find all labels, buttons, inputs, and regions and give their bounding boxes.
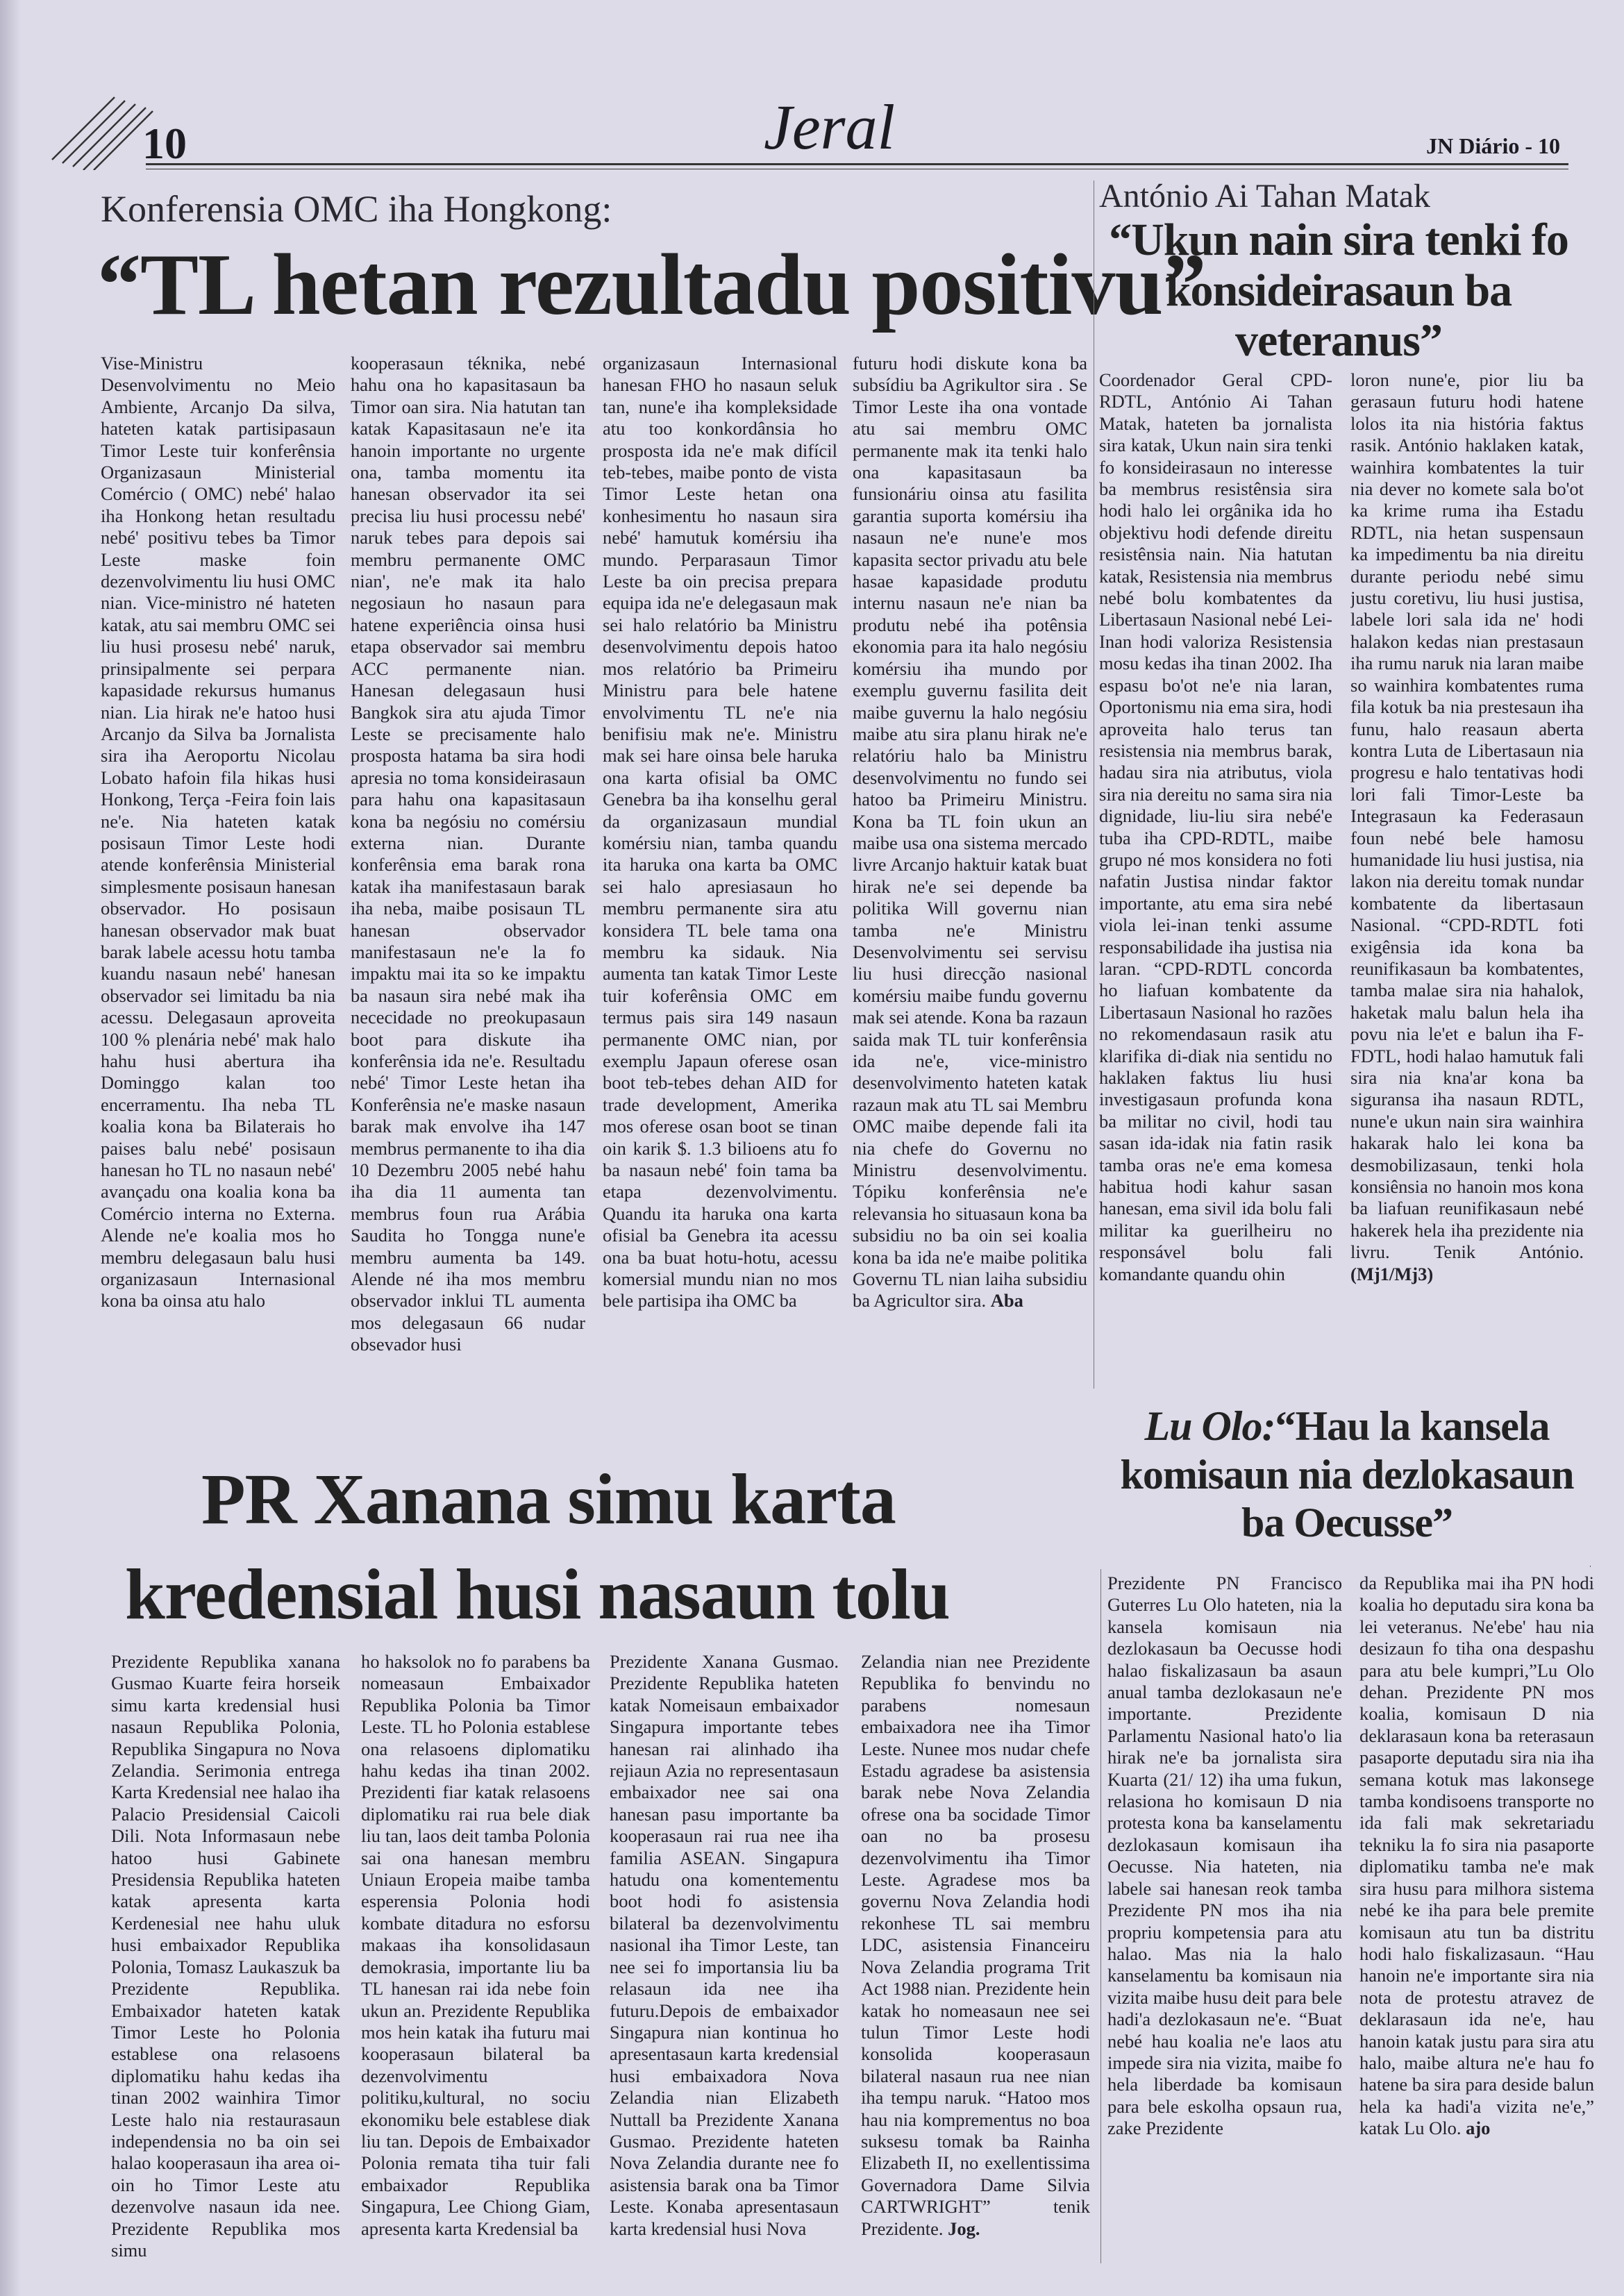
article4-kicker: Lu Olo: xyxy=(1144,1403,1275,1449)
column-separator xyxy=(1100,1569,1101,2263)
article1-column-2: kooperasaun téknika, nebé hahu ona ho kapasitasaun ba Timor oan sira. Nia hatutan tan katak Kapasitasaun ne'e ita hanoin importante no urgente ona, tamba momentu ita hanesan observador ita sei precisa liu husi processu nebé' naruk tebes para depois sai membru permanente OMC nian', ne'e mak ita halo negosiaun ho nasaun para hatene experiência oinsa husi etapa observador sai membru ACC permanente nian. Hanesan delegasaun husi Bangkok sira atu ajuda Timor Leste se precisamente halo prosposta hatama ba sira hodi apresia no toma konsideirasaun para hahu ona kapasitasaun kona ba negósiu no comérsiu externa nian. Durante konferênsia ema barak rona katak iha manifestasaun barak iha neba, maibe posisaun TL hanesan observador manifestasaun ne'e la fo impaktu mai ita so ke impaktu ba nasaun sira nebé mak iha nececidade no preokupasaun boot para diskute iha konferênsia ida ne'e. Resultadu nebé' Timor Leste hetan iha Konferênsia ne'e maske nasaun barak mak envolve iha 147 membrus permanente to iha dia 10 Dezembru 2005 nebé hahu iha dia 11 aumenta tan membrus foun rua Arábia Saudita ho Tongga nune'e membru aumenta ba 149. Alende né iha mos membru observador inklui TL aumenta mos delegasaun 66 nudar obsevador husi xyxy=(351,353,585,1355)
article1-signature: Aba xyxy=(990,1290,1023,1312)
article3-column-2: ho haksolok no fo parabens ba nomeasaun Embaixador Republika Polonia ba Timor Leste. TL ho Polonia establese ona relasoens diplomatiku hahu kedas iha tinan 2002. Prezidenti fiar katak relasoens diplomatiku rai rua bele diak liu tan, laos deit tamba Polonia sai ona hanesan membru Uniaun Eropeia maibe tamba esperensia Polonia hodi kombate ditadura no esforsu makaas iha konsolidasaun demokrasia, importante liu ba TL hanesan rai ida nebe foin ukun an. Prezidente Republika mos hein katak iha futuru mai kooperasaun bilateral ba dezenvolvimentu politiku,kultural, no sociu ekonomiku bele establese diak liu tan. Depois de Embaixador Polonia remata tiha tuir fali embaixador Republika Singapura, Lee Chiong Giam, apresenta karta Kredensial ba xyxy=(361,1651,590,2239)
article1-column-4 xyxy=(853,353,1087,1470)
article1-column-4-text: futuru hodi diskute kona ba subsídiu ba Agrikultor sira . Se Timor Leste iha ona vontade atu sai membru OMC permanente mak ita tenki halo ona kapasitasaun ba funsionáriu oinsa atu fasilita garantia suporta komérsiu iha nasaun ne'e nune'e mos kapasita sector privadu atu bele hasae kapasidade produtu internu nasaun ne'e nian ba produtu nebé iha potênsia ekonomia para ita halo negósiu komérsiu iha mundo por exemplu guvernu fasilita deit maibe guvernu la halo negósiu maibe atu sira planu hirak ne'e relatóriu halo ba Ministru desenvolvimentu no fundo sei hatoo ba Primeiru Ministru. Kona ba TL foin ukun an maibe usa ona sistema mercado livre Arcanjo haktuir katak buat hirak ne'e sei depende ba politika Will governu nian tamba ne'e Ministru Desenvolvimentu sei servisu liu husi direcção nasional komérsiu maibe fundu governu mak sei atende. Kona ba razaun saida mak TL tuir konferênsia ida ne'e, vice-ministro desenvolvimento hateten katak razaun mak atu TL sai Membru OMC maibe depende fali ita nia chefe do Governu no Ministru desenvolvimentu. Tópiku konferênsia ne'e relevansia ho situasaun kona ba subsidiu no ba oin sei koalia kona ba ida ne'e maibe politika Governu TL nian laiha subsidiu ba Agricultor sira. xyxy=(853,353,1087,1312)
article1-column-3: organizasaun Internasional hanesan FHO ho nasaun seluk tan, nune'e iha kompleksidade atu too konkordânsia ho prosposta ida ne'e mak difícil teb-tebes, maibe ponto de vista Timor Leste hetan ona konhesimentu ho nasaun sira nebé' hamutuk komérsiu iha mundo. Perparasaun Timor Leste ba oin precisa prepara equipa ida ne'e delegasaun mak sei halo relatório ba Ministru desenvolvimentu depois hatoo mos relatório ba Primeiru Ministru para bele hatene envolvimentu TL ne'e nia benifisiu mak ne'e. Ministru mak sei hare oinsa bele haruka ona karta ofisial ba OMC Genebra ba iha konselhu geral da organizasaun mundial komérsiu nian, tamba quandu ita haruka ona karta ba OMC sei halo apresiasaun ho membru permanente sira atu konsidera TL bele tama ona membru ka sidauk. Nia aumenta tan katak Timor Leste tuir koferênsia OMC em termus pais sira 149 nasaun permanente OMC nian, por exemplu Japaun oferese osan boot teb-tebes dehan AID for trade development, Amerika mos oferese osan boot se tinan oin karik $. 1.3 bilioens atu fo ba nasaun nebé' foin tama ba etapa dezenvolvimentu. Quandu ita haruka ona karta ofisial ba Genebra ita acessu ona ba buat hotu-hotu, acessu komersial mundu nian no mos bele partisipa iha OMC ba xyxy=(603,353,837,1312)
article3-column-3: Prezidente Xanana Gusmao. Prezidente Republika hateten katak Nomeisaun embaixador Singapura importante tebes hanesan rai alinhado iha rejiaun Azia no representasaun embaixador nee sai ona hanesan pasu importante ba kooperasaun rai rua nee iha familia ASEAN. Singapura hatudu ona komentementu boot hodi fo asistensia bilateral ba dezenvolvimentu nasional iha Timor Leste, tan nee sei fo importansia liu ba relasaun ida nee iha futuru.Depois de embaixador Singapura nian kontinua ho apresentasaun karta kredensial husi embaixadora Nova Zelandia nian Elizabeth Nuttall ba Prezidente Xanana Gusmao. Prezidente hateten Nova Zelandia durante nee fo asistensia barak ona ba Timor Leste. Konaba apresentasaun karta kredensial husi Nova xyxy=(610,1651,839,2239)
article4-signature: ajo xyxy=(1466,2118,1491,2139)
section-title: Jeral xyxy=(764,92,896,162)
article1-headline: “TL hetan rezultadu positivu” xyxy=(97,237,1206,333)
article2-column-2-text: loron nune'e, pior liu ba gerasaun futuru hodi hatene lolos ita nia história faktus rasik. António haklaken katak, wainhira kombatentes la tuir nia dever no komete sala bo'ot ka krime ruma iha Estadu RDTL, nia hetan suspensaun ka impedimentu ba nia direitu durante periodu nebé simu justu coretivu, liu husi justisa, labele lori sala ida ne' hodi halakon kedas nian prestasaun iha rumu naruk nia laran maibe so wainhira kombatentes ruma fila kotuk ba nia prestesaun iha funu, halo reasaun aberta kontra Luta de Libertasaun nia progresu e halo tentativas hodi lori fali Timor-Leste ba Integrasaun ka Federasaun foun nebé bele hamosu humanidade liu husi justisa, nia lakon nia dereitu tomak nundar kombatente da libertasaun Nasional. “CPD-RDTL foti exigênsia ida kona ba reunifikasaun ba kombatentes, tamba malae sira nia hahalok, haketak malu balun hela iha povu nia le'et e balun iha F-FDTL, hodi halao hamutuk fali sira nia kna'ar kona ba siguransa iha nasaun RDTL, nune'e ukun nain sira wainhira hakarak halo lei kona ba desmobilizasaun, tenki hola konsiênsia no hanoin mos kona ba liafuan reunifikasaun nebé hakerek hela iha prezidente nia livru. Tenik António. xyxy=(1350,369,1584,1263)
article3-headline-line2: kredensial husi nasaun tolu xyxy=(125,1555,950,1634)
scan-edge xyxy=(0,0,21,2296)
article3-column-4-text: Zelandia nian nee Prezidente Republika fo benvindu no parabens nomesaun embaixadora nee iha Timor Leste. Nunee mos nudar chefe Estadu agradese ba asistensia barak nebe Nova Zelandia ofrese ona ba socidade Timor oan no ba prosesu dezenvolvimentu iha Timor Leste. Agradese mos ba governu Nova Zelandia hodi rekonhese TL sai membru LDC, asistensia Financeiru Nova Zelandia programa Trit Act 1988 nian. Prezidente hein katak ho nomeasaun nee sei tulun Timor Leste hodi konsolida kooperasaun bilateral nasaun rua nee nian iha tempu naruk. “Hatoo mos hau nia komprementus no boa suksesu tomak ba Rainha Elizabeth II, no exellentissima Governadora Dame Silvia CARTWRIGHT” tenik Prezidente. xyxy=(861,1651,1090,2239)
article4-column-2 xyxy=(1359,1573,1594,2267)
article2-column-1: Coordenador Geral CPD-RDTL, António Ai Tahan Matak, hateten ba jornalista sira katak, Ukun nain sira tenki fo konsideirasaun no interesse ba membrus resistênsia sira hodi halo lei orgânika ida ho objektivu hodi defende direitu resistênsia nain. Nia hatutan katak, Resistensia nia membrus nebé bolu kombatentes da Libertasaun Nasional nebé Lei-Inan hodi valoriza Resistensia mosu kedas iha tinan 2002. Iha espasu bo'ot ne'e nia laran, Oportonismu nia ema sira, hodi aproveita halo terus tan resistensia nia membrus barak, hadau sira nia atributus, viola sira nia dereitu no sama sira nia dignidade, liu-liu sira nebé'e tuba iha CPD-RDTL, maibe grupo né mos konsidera no foti nafatin Justisa nindar faktor importante, atu ema sira nebé viola lei-inan tenki assume responsabilidade iha justisa nia laran. “CPD-RDTL concorda ho liafuan kombatente da Libertasaun Nasional ho razões no rekomendasaun rasik atu klarifika di-diak nia sentidu no haklaken faktus liu husi investigasaun profunda kona ba militar no civil, hodi tau sasan ida-idak nia fatin rasik tamba oras ne'e ema komesa habitua hodi kahur sasan hanesan, ema sivil ida bolu fali militar ka guerilheiru no responsável bolu fali komandante quandu ohin xyxy=(1099,369,1332,1284)
article3-column-1: Prezidente Republika xanana Gusmao Kuarte feira horseik simu karta kredensial husi nasaun Republika Polonia, Republika Singapura no Nova Zelandia. Serimonia entrega Karta Kredensial nee halao iha Palacio Presidensial Caicoli Dili. Nota Informasaun nebe hatoo husi Gabinete Presidensia Republika hateten katak apresenta karta Kerdenesial nee hahu uluk husi embaixador Republika Polonia, Tomasz Laukaszuk ba Prezidente Republika. Embaixador hateten katak Timor Leste ho Polonia establese ona relasoens diplomatiku hahu kedas iha tinan 2002 wainhira Timor Leste halo nia restaurasaun independensia no ba oin sei halao kooperasaun iha area oi-oin ho Timor Leste atu dezenvolve nasaun ida nee. Prezidente Republika mos simu xyxy=(111,1651,340,2261)
article-separator xyxy=(1590,1566,1591,1567)
article1-column-1: Vise-Ministru Desenvolvimentu no Meio Ambiente, Arcanjo Da silva, hateten katak partisipasaun Timor Leste tuir konferênsia Organizasaun Ministerial Comércio ( OMC) nebé' halao iha Honkong hetan resultadu nebé' positivu tebes ba Timor Leste maske foin dezenvolvimentu liu husi OMC nian. Vice-ministro né hateten katak, atu sai membru OMC sei liu husi prosesu nebé' naruk, prinsipalmente sei perpara kapasidade rekursus humanus nian. Lia hirak ne'e hatoo husi Arcanjo da Silva ba Jornalista sira iha Aeroportu Nicolau Lobato hafoin fila hikas husi Honkong, Terça -Feira foin lais ne'e. Nia hateten katak posisaun Timor Leste hodi atende konferênsia Ministerial simplesmente posisaun hanesan observador. Ho posisaun hanesan observador mak buat barak labele acessu hotu tamba kuandu nasaun nebé' hanesan observador sei limitadu ba nia acessu. Delegasaun aproveita 100 % plenária nebé' mak halo hahu husi abertura iha Dominggo kalan too encerramentu. Iha neba TL koalia kona ba Bilaterais ho paises balu nebé' posisaun hanesan ho TL no nasaun nebé' avançadu ona koalia kona ba Comércio interna no Externa. Alende ne'e koalia mos ho membru delegasaun balu husi organizasaun Internasional kona ba oinsa atu halo xyxy=(101,353,335,1312)
article2-signature: (Mj1/Mj3) xyxy=(1350,1263,1434,1284)
article4-headline-rest: “Hau la kansela komisaun nia dezlokasaun ba Oecusse” xyxy=(1120,1403,1574,1546)
page-number: 10 xyxy=(142,119,187,168)
article1-kicker: Konferensia OMC iha Hongkong: xyxy=(101,188,612,230)
article2-column-2 xyxy=(1350,369,1584,1397)
article3-headline-line1: PR Xanana simu karta xyxy=(201,1459,896,1539)
article4-headline xyxy=(1107,1402,1587,1548)
article2-kicker: António Ai Tahan Matak xyxy=(1099,178,1431,215)
article4-column-1: Prezidente PN Francisco Guterres Lu Olo hateten, nia la kansela komisaun nia dezlokasaun ba Oecusse hodi halao fiskalizasaun ba asaun anual tamba dezlokasaun ne'e importante. Prezidente Parlamentu Nasional hato'o lia hirak ne'e ba jornalista sira Kuarta (21/ 12) iha uma fukun, relasiona ho komisaun D nia protesta kona ba kanselamentu dezlokasaun komisaun iha Oecusse. Nia hateten, nia labele sai hanesan reok tamba Prezidente PN mos iha nia propriu kompetensia para atu halao. Mas nia la halo kanselamentu ba komisaun nia vizita maibe husu deit para bele hadi'a dezlokasaun ne'e. “Buat nebé hau koalia ne'e laos atu impede sira nia vizita, maibe fo hela liberdade ba komisaun para bele eskolha opsaun rua, zake Prezidente xyxy=(1107,1573,1342,2139)
article4-column-2-text: da Republika mai iha PN hodi koalia ho deputadu sira kona ba lei veteranus. Ne'ebe' hau nia desizaun fo tiha ona despashu para atu bele kumpri,”Lu Olo dehan. Prezidente PN mos koalia, komisaun D nia deklarasaun kona ba reterasaun pasaporte deputadu sira nia iha semana kotuk mas lakonsege tamba kondisoens transporte no ida fali mak sekretariadu tekniku la fo sira nia pasaporte diplomatiku tamba ne'e mak sira husu para milhora sistema nebé ke iha para bele premite komisaun atu tun ba distritu hodi halo fiskalizasaun. “Hau hanoin ne'e importante sira nia nota de protestu atravez de deklarasaun ida ne'e, hau hanoin katak justu para sira atu halo, maibe altura ne'e hau fo hatene ba sira para deside balun hela ka hadi'a vizita ne'e,” katak Lu Olo. xyxy=(1359,1573,1594,2139)
header-rule xyxy=(146,163,1568,165)
folio: JN Diário - 10 xyxy=(1426,133,1560,158)
article3-column-4 xyxy=(861,1651,1090,2262)
article3-signature: Jog. xyxy=(948,2218,980,2239)
article2-headline: “Ukun nain sira tenki fo konsideirasaun ba veteranus” xyxy=(1109,215,1568,367)
